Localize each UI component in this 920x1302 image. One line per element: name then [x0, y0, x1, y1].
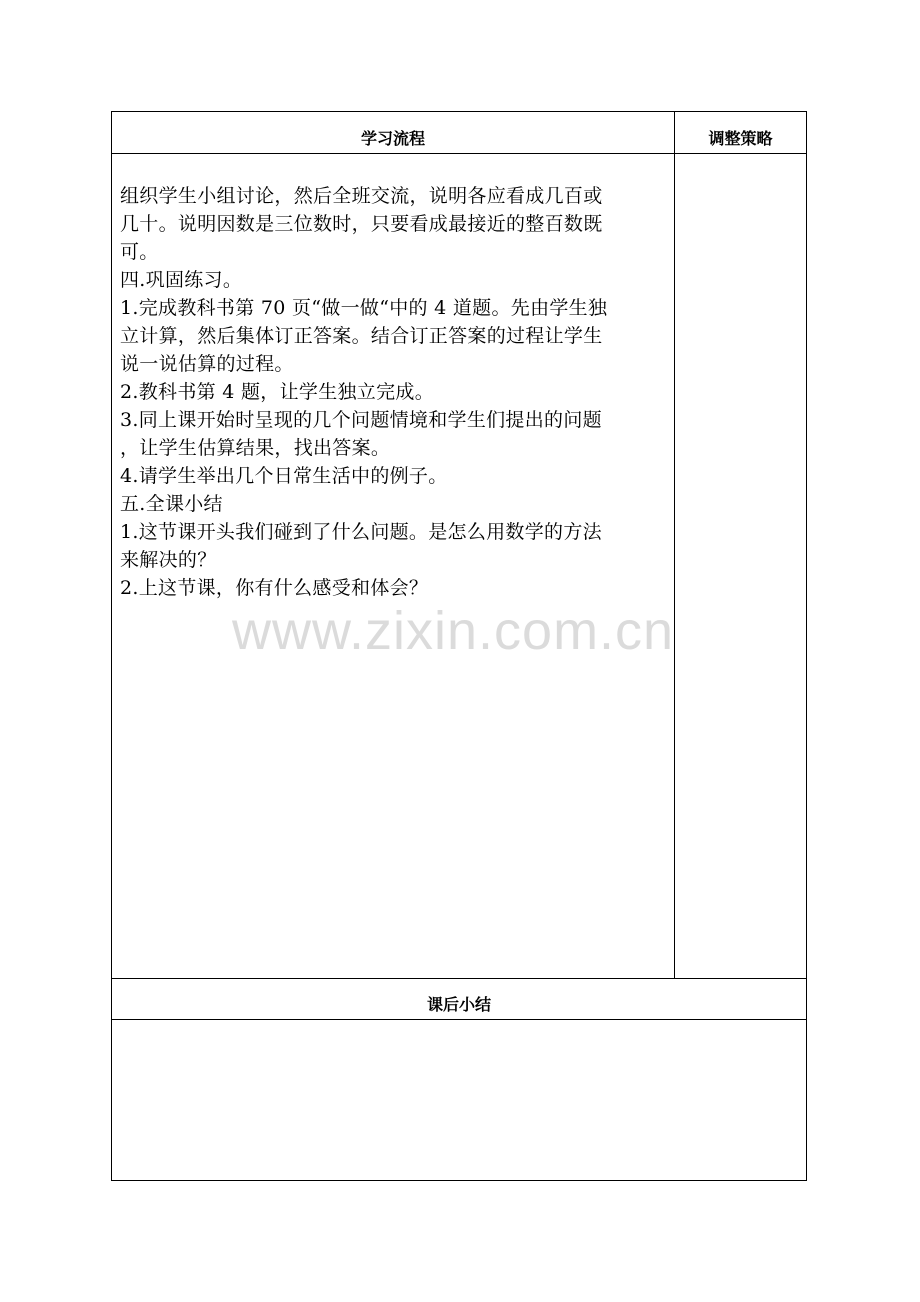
content-line: 4.请学生举出几个日常生活中的例子。 — [120, 465, 448, 487]
content-line: 可。 — [120, 241, 159, 263]
summary-header-top-divider — [112, 978, 806, 979]
learning-process-header: 学习流程 — [360, 129, 425, 148]
content-line: 3.同上课开始时呈现的几个问题情境和学生们提出的问题 — [120, 409, 602, 431]
content-line: 几十。说明因数是三位数时，只要看成最接近的整百数既 — [120, 213, 603, 235]
site-watermark: www.zixin.com.cn — [232, 601, 675, 661]
content-line: 2.教科书第 4 题，让学生独立完成。 — [120, 381, 434, 403]
header-row-divider — [112, 153, 806, 154]
content-line: 2.上这节课，你有什么感受和体会？ — [120, 577, 429, 599]
content-line: 说一说估算的过程。 — [120, 353, 294, 375]
content-line: 立计算，然后集体订正答案。结合订正答案的过程让学生 — [120, 325, 603, 347]
adjustment-strategy-header: 调整策略 — [708, 129, 773, 148]
summary-header-bottom-divider — [112, 1019, 806, 1020]
column-divider — [674, 112, 675, 978]
content-line: 四.巩固练习。 — [120, 269, 243, 291]
content-line: 五.全课小结 — [120, 493, 223, 515]
content-line: 1.完成教科书第 70 页“做一做“中的 4 道题。先由学生独 — [120, 297, 608, 319]
content-line: 来解决的？ — [120, 549, 217, 571]
content-line: 组织学生小组讨论，然后全班交流，说明各应看成几百或 — [120, 185, 603, 207]
learning-process-content — [120, 182, 672, 602]
content-line: 1.这节课开头我们碰到了什么问题。是怎么用数学的方法 — [120, 521, 602, 543]
after-class-summary-header: 课后小结 — [426, 995, 491, 1014]
content-line: ，让学生估算结果，找出答案。 — [120, 437, 391, 459]
